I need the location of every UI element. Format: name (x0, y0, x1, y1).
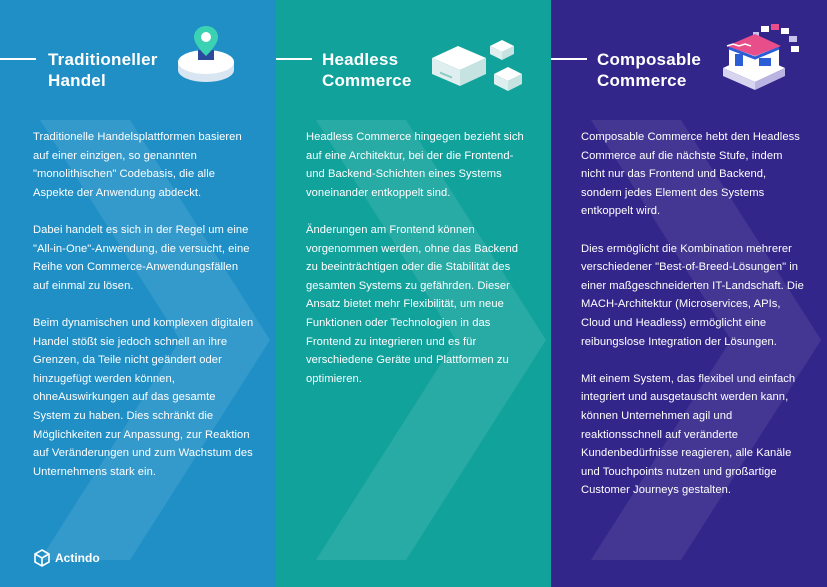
column-body (306, 128, 530, 407)
server-blocks-icon (426, 22, 526, 107)
column-body (581, 128, 807, 518)
actindo-cube-icon (34, 549, 50, 567)
heading-rule (276, 58, 312, 60)
column-traditional (0, 0, 276, 587)
paragraph: Composable Commerce hebt den Headless Commerce auf die nächste Stufe, indem nicht nur das Frontend und Backend, sondern jedes Element des Systems entkoppelt wird. (581, 131, 800, 218)
column-body (33, 128, 255, 500)
paragraph: Traditionelle Handelsplattformen basieren auf einer einzigen, so genannten "monolithischen" Codebasis, die alle Aspekte der Anwendung abdeckt. (33, 131, 242, 199)
heading-rule (0, 58, 36, 60)
paragraph: Mit einem System, das flexibel und einfach integriert und ausgetauscht werden kann, können Unternehmen agil und reaktionsschnell auf veränderte Kundenbedürfnisse reagieren, alle Kanäle und Touchpoints nutzen und großartige Customer Journeys gestalten. (581, 372, 796, 497)
brand-logo (34, 549, 100, 567)
paragraph: Headless Commerce hingegen bezieht sich auf eine Architektur, bei der die Frontend- und Backend-Schichten eines Systems voneinander entkoppelt sind. (306, 131, 524, 199)
paragraph: Dabei handelt es sich in der Regel um eine "All-in-One"-Anwendung, die versucht, eine Reihe von Commerce-Anwendungsfällen auf einmal zu lösen. (33, 223, 250, 292)
modular-shop-icon (719, 22, 803, 97)
paragraph: Dies ermöglicht die Kombination mehrerer verschiedener "Best-of-Breed-Lösungen" in einer maßgeschneiderten IT-Landschaft. Die MACH-Architektur (Microservices, APIs, Cloud und Headless) ermöglicht eine reibungslose Integration der Lösungen. (581, 242, 804, 348)
paragraph: Beim dynamischen und komplexen digitalen Handel stößt sie jedoch schnell an ihre Grenzen, da Teile nicht geändert oder hinzugefügt werden können, ohneAuswirkungen auf das gesamte System zu haben. Dies schränkt die Möglichkeiten zur Anpassung, zur Reaktion auf Veränderungen und zum Wachstum des Unternehmens stark ein. (33, 316, 254, 478)
column-title: Headless Commerce (322, 50, 412, 90)
paragraph: Änderungen am Frontend können vorgenommen werden, ohne das Backend zu beeinträchtigen oder die Stabilität des gesamten Systems zu gefährden. Dieser Ansatz bietet mehr Flexibilität, um neue Funktionen oder Technologien in das Frontend zu integrieren und es für verschiedene Geräte und Plattformen zu optimieren. (306, 223, 519, 385)
column-title: Composable Commerce (597, 50, 702, 90)
column-title: Traditioneller Handel (48, 50, 158, 90)
heading-rule (551, 58, 587, 60)
location-pin-platform-icon (174, 22, 238, 91)
brand-name: Actindo (55, 551, 100, 565)
column-headless (276, 0, 551, 587)
column-composable (551, 0, 827, 587)
